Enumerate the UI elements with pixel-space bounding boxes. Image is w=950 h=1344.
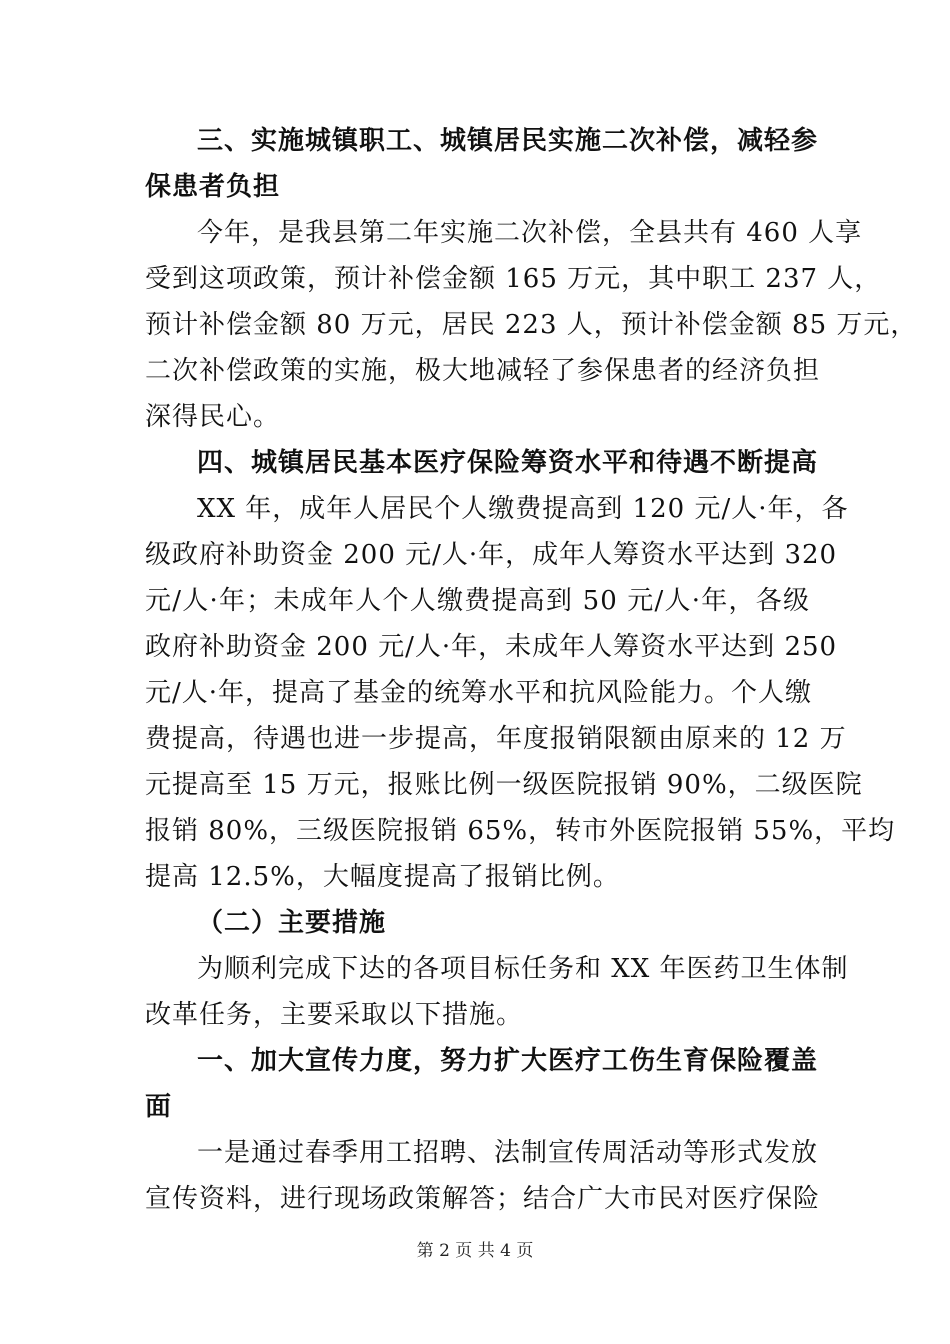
paragraph-line: XX 年，成年人居民个人缴费提高到 120 元/人·年，各: [197, 494, 849, 524]
section4-heading: 四、城镇居民基本医疗保险筹资水平和待遇不断提高: [197, 448, 819, 478]
paragraph-line: 级政府补助资金 200 元/人·年，成年人筹资水平达到 320: [145, 540, 838, 570]
paragraph-line: 一是通过春季用工招聘、法制宣传周活动等形式发放: [197, 1138, 819, 1168]
section3-heading-line1: 三、实施城镇职工、城镇居民实施二次补偿，减轻参: [197, 126, 819, 156]
paragraph-line: 二次补偿政策的实施，极大地减轻了参保患者的经济负担: [145, 356, 821, 386]
paragraph-line: 提高 12.5%，大幅度提高了报销比例。: [145, 862, 620, 892]
paragraph-line: 报销 80%，三级医院报销 65%，转市外医院报销 55%，平均: [145, 816, 896, 846]
paragraph-line: 费提高，待遇也进一步提高，年度报销限额由原来的 12 万: [145, 724, 847, 754]
paragraph-line: 元/人·年，提高了基金的统筹水平和抗风险能力。个人缴: [145, 678, 813, 708]
section3-heading-line2: 保患者负担: [145, 172, 281, 202]
paragraph-line: 受到这项政策，预计补偿金额 165 万元，其中职工 237 人，: [145, 264, 882, 294]
paragraph-line: 政府补助资金 200 元/人·年，未成年人筹资水平达到 250: [145, 632, 838, 662]
paragraph-line: 改革任务，主要采取以下措施。: [145, 1000, 524, 1030]
paragraph-line: 元提高至 15 万元，报账比例一级医院报销 90%，二级医院: [145, 770, 863, 800]
paragraph-line: 宣传资料，进行现场政策解答；结合广大市民对医疗保险: [145, 1184, 821, 1214]
paragraph-line: 为顺利完成下达的各项目标任务和 XX 年医药卫生体制: [197, 954, 849, 984]
section1-heading-line2: 面: [145, 1092, 173, 1122]
paragraph-line: 预计补偿金额 80 万元，居民 223 人，预计补偿金额 85 万元，: [145, 310, 918, 340]
paragraph-line: 元/人·年；未成年人个人缴费提高到 50 元/人·年，各级: [145, 586, 810, 616]
section1-heading-line1: 一、加大宣传力度，努力扩大医疗工伤生育保险覆盖: [197, 1046, 819, 1076]
paragraph-line: 深得民心。: [145, 402, 281, 432]
page-number-footer: 第 2 页 共 4 页: [416, 1241, 534, 1261]
paragraph-line: 今年，是我县第二年实施二次补偿，全县共有 460 人享: [197, 218, 863, 248]
measures-heading: （二）主要措施: [197, 908, 387, 938]
